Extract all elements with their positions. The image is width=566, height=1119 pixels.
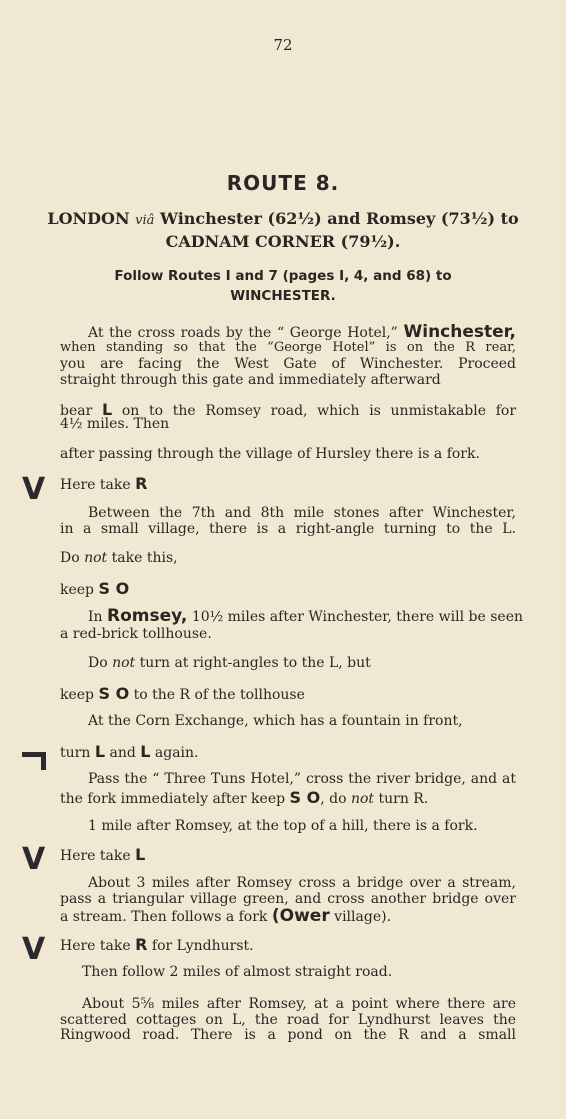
- turn-right-symbol: R: [135, 474, 148, 493]
- instruction-take-left: Here take L: [60, 845, 146, 864]
- paragraph-1-line-1: At the cross roads by the “ George Hotel,” Winchester,: [88, 322, 516, 342]
- paragraph-5-line-1: Between the 7th and 8th mile stones after Winchester,: [88, 505, 516, 521]
- place-winchester: Winchester,: [403, 322, 516, 342]
- paragraph-14: 1 mile after Romsey, at the top of a hill, there is a fork.: [88, 818, 478, 834]
- place-ower: (Ower: [271, 906, 330, 926]
- instruction-turn-left-left: turn L and L again.: [60, 742, 199, 761]
- route-heading-line1: LONDON viâ Winchester (62½) and Romsey (73½) to: [47, 209, 519, 228]
- paragraph-18: Then follow 2 miles of almost straight road.: [82, 964, 393, 980]
- straight-on-symbol: S O: [98, 579, 130, 598]
- route-heading-line2: CADNAM CORNER (79½).: [165, 232, 401, 251]
- paragraph-8-line-1: In Romsey, 10½ miles after Winchester, there will be seen: [88, 606, 523, 626]
- paragraph-11: At the Corn Exchange, which has a fountain in front,: [88, 713, 463, 729]
- place-romsey: Romsey,: [107, 606, 188, 626]
- paragraph-3: after passing through the village of Hursley there is a fork.: [60, 446, 480, 462]
- paragraph-1-line-4: straight through this gate and immediately afterward: [60, 372, 441, 388]
- instruction-take-right: Here take R: [60, 474, 148, 493]
- paragraph-6: Do not take this,: [60, 550, 178, 566]
- paragraph-2-line-1: bear L on to the Romsey road, which is unmistakable for: [60, 400, 517, 419]
- paragraph-13-line-2: the fork immediately after keep S O, do not turn R.: [60, 788, 429, 807]
- fork-marker-icon: V: [22, 472, 46, 507]
- route-title: ROUTE 8.: [226, 171, 340, 195]
- turn-left-symbol: L: [101, 400, 113, 419]
- paragraph-1-line-3: you are facing the West Gate of Winchester. Proceed: [60, 356, 516, 372]
- paragraph-9: Do not turn at right-angles to the L, but: [88, 655, 371, 671]
- paragraph-16-line-3: a stream. Then follows a fork (Ower village).: [60, 906, 392, 926]
- page-number: 72: [273, 36, 293, 54]
- paragraph-16-line-1: About 3 miles after Romsey cross a bridge over a stream,: [88, 875, 516, 891]
- straight-on-symbol: S O: [98, 684, 130, 703]
- turn-left-symbol: L: [135, 845, 146, 864]
- paragraph-5-line-2: in a small village, there is a right-angle turning to the L.: [60, 521, 516, 537]
- fork-marker-icon: V: [22, 932, 46, 967]
- right-angle-turn-icon: [22, 748, 50, 772]
- paragraph-13-line-1: Pass the “ Three Tuns Hotel,” cross the river bridge, and at: [88, 771, 516, 787]
- instruction-take-right-lyndhurst: Here take R for Lyndhurst.: [60, 935, 254, 954]
- follow-line1: Follow Routes I and 7 (pages I, 4, and 68) to: [114, 268, 452, 284]
- paragraph-1-line-2: when standing so that the “George Hotel” is on the R rear,: [60, 340, 516, 355]
- paragraph-8-line-2: a red-brick tollhouse.: [60, 626, 212, 642]
- turn-right-symbol: R: [135, 935, 148, 954]
- instruction-keep-straight-tollhouse: keep S O to the R of the tollhouse: [60, 684, 305, 703]
- paragraph-19-line-1: About 5⅝ miles after Romsey, at a point where there are: [82, 996, 516, 1012]
- paragraph-2-line-2: 4½ miles. Then: [60, 416, 170, 432]
- paragraph-19-line-3: Ringwood road. There is a pond on the R and a small: [60, 1027, 516, 1043]
- instruction-keep-straight-on: keep S O: [60, 579, 130, 598]
- straight-on-symbol: S O: [289, 788, 321, 807]
- turn-left-symbol: L: [140, 742, 151, 761]
- turn-left-symbol: L: [94, 742, 106, 761]
- fork-marker-icon: V: [22, 842, 46, 877]
- paragraph-19-line-2: scattered cottages on L, the road for Lyndhurst leaves the: [60, 1012, 516, 1028]
- paragraph-16-line-2: pass a triangular village green, and cross another bridge over: [60, 891, 516, 907]
- follow-line2: WINCHESTER.: [230, 288, 336, 304]
